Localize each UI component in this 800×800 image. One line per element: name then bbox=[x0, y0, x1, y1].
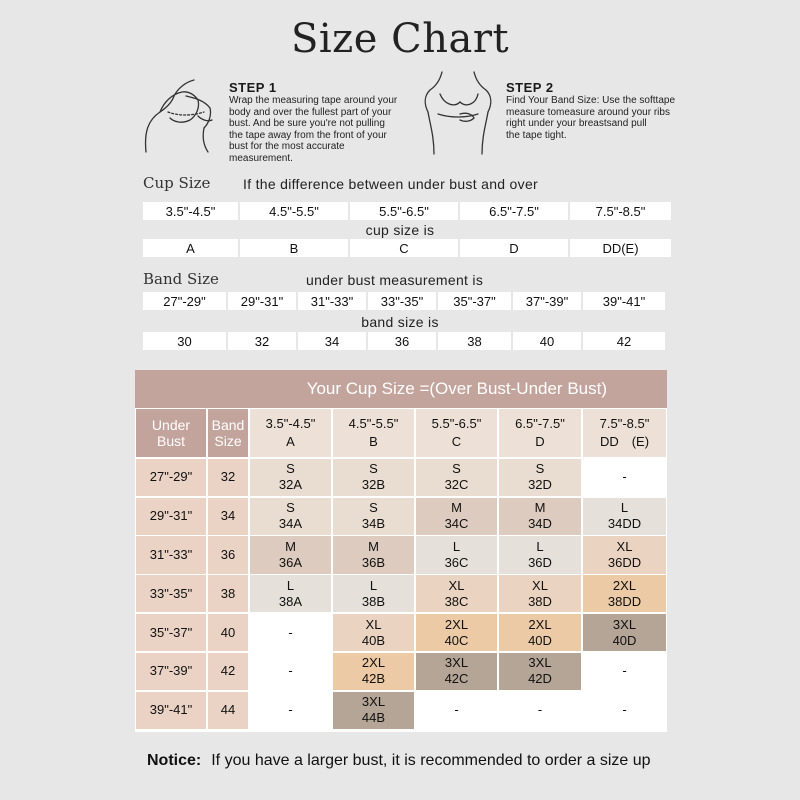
cup-range-label: 5.5"-6.5" bbox=[431, 416, 482, 431]
band-size-cell bbox=[208, 575, 249, 612]
bra-size: 36C bbox=[444, 554, 469, 570]
size-cell bbox=[499, 575, 582, 612]
bra-size: 34B bbox=[361, 516, 386, 532]
band-number-cell: 34 bbox=[298, 332, 366, 350]
cup-letter-row bbox=[143, 239, 671, 257]
cup-column-header bbox=[416, 409, 498, 458]
band-range-cell: 27"-29" bbox=[143, 292, 226, 310]
measure-band-illustration bbox=[420, 70, 496, 156]
size-cell bbox=[416, 692, 498, 729]
cup-letter-label: B bbox=[369, 434, 378, 449]
size-letter: S bbox=[369, 500, 378, 516]
cup-range-label: 4.5"-5.5" bbox=[348, 416, 399, 431]
band-size-cell bbox=[208, 459, 249, 496]
under-bust-cell bbox=[136, 575, 207, 612]
bra-size: 40B bbox=[361, 632, 386, 648]
under-bust-header bbox=[136, 409, 207, 458]
under-bust-value: 31"-33" bbox=[149, 546, 193, 562]
band-range-cell: 29"-31" bbox=[228, 292, 296, 310]
size-cell bbox=[499, 536, 582, 573]
cup-letter-label: C bbox=[451, 434, 462, 449]
size-cell bbox=[250, 498, 332, 535]
notice-text: If you have a larger bust, it is recommended to order a size up bbox=[211, 752, 651, 769]
under-bust-cell bbox=[136, 653, 207, 690]
size-letter: S bbox=[286, 461, 295, 477]
size-letter: - bbox=[622, 702, 627, 718]
bra-size: 38A bbox=[278, 593, 303, 609]
bra-size: 34DD bbox=[607, 516, 642, 532]
under-bust-value: 35"-37" bbox=[149, 624, 193, 640]
size-letter: M bbox=[368, 538, 379, 554]
size-cell bbox=[583, 498, 667, 535]
size-cell bbox=[583, 692, 667, 729]
size-letter: - bbox=[288, 663, 293, 679]
size-cell bbox=[499, 614, 582, 651]
size-cell bbox=[250, 653, 332, 690]
bra-size: 32D bbox=[528, 477, 552, 493]
bra-size: 40C bbox=[444, 632, 469, 648]
band-size-header bbox=[208, 409, 249, 458]
under-bust-value: 33"-35" bbox=[149, 585, 193, 601]
bra-size: 32B bbox=[361, 477, 386, 493]
band-size-value: 36 bbox=[220, 546, 236, 562]
size-cell bbox=[416, 498, 498, 535]
cup-range-label: 6.5"-7.5" bbox=[515, 416, 565, 431]
band-number-cell: 30 bbox=[143, 332, 226, 350]
size-letter: M bbox=[285, 538, 296, 554]
band-range-row bbox=[143, 292, 665, 310]
size-letter: 2XL bbox=[528, 616, 552, 632]
band-number-cell: 40 bbox=[513, 332, 581, 350]
size-letter: XL bbox=[616, 538, 633, 554]
size-letter: 2XL bbox=[361, 655, 386, 671]
notice bbox=[147, 752, 651, 770]
band-range-cell: 35"-37" bbox=[438, 292, 511, 310]
cup-letter-cell: C bbox=[350, 239, 458, 257]
size-cell bbox=[333, 653, 415, 690]
size-cell bbox=[333, 575, 415, 612]
size-letter: M bbox=[451, 500, 462, 516]
cup-letter-cell: B bbox=[240, 239, 348, 257]
size-letter: S bbox=[452, 461, 461, 477]
band-size-label: Band Size bbox=[143, 270, 219, 288]
cup-range-cell: 3.5"-4.5" bbox=[143, 202, 238, 220]
bra-size: 42D bbox=[528, 671, 552, 687]
cup-letter-cell: A bbox=[143, 239, 238, 257]
cup-range-label: 7.5"-8.5" bbox=[599, 416, 650, 431]
size-cell bbox=[416, 536, 498, 573]
under-bust-cell bbox=[136, 498, 207, 535]
page-title: Size Chart bbox=[290, 16, 510, 62]
size-cell bbox=[583, 575, 667, 612]
band-number-row bbox=[143, 332, 665, 350]
bra-size: 36B bbox=[361, 554, 386, 570]
band-number-cell: 36 bbox=[368, 332, 436, 350]
band-size-cell bbox=[208, 498, 249, 535]
size-letter: 3XL bbox=[444, 655, 469, 671]
band-size-header-label: Band Size bbox=[211, 417, 245, 449]
under-bust-value: 39"-41" bbox=[149, 702, 193, 718]
cup-range-cell: 7.5"-8.5" bbox=[570, 202, 671, 220]
size-letter: L bbox=[620, 500, 629, 516]
cup-range-cell: 5.5"-6.5" bbox=[350, 202, 458, 220]
bra-size: 44B bbox=[361, 710, 386, 726]
bra-size: 38B bbox=[361, 593, 386, 609]
size-cell bbox=[250, 536, 332, 573]
band-number-cell: 42 bbox=[583, 332, 665, 350]
cup-letter-label: A bbox=[286, 434, 295, 449]
bra-size: 40D bbox=[528, 632, 552, 648]
bra-size: 42C bbox=[444, 671, 469, 687]
band-size-caption: under bust measurement is bbox=[306, 272, 484, 288]
band-size-value: 40 bbox=[220, 624, 236, 640]
size-letter: 3XL bbox=[612, 616, 637, 632]
size-cell bbox=[499, 692, 582, 729]
under-bust-cell bbox=[136, 614, 207, 651]
band-size-value: 38 bbox=[220, 585, 236, 601]
bra-size: 36DD bbox=[607, 554, 642, 570]
size-letter: - bbox=[622, 663, 627, 679]
measure-bust-illustration bbox=[138, 72, 220, 154]
under-bust-cell bbox=[136, 536, 207, 573]
cup-range-cell: 4.5"-5.5" bbox=[240, 202, 348, 220]
under-bust-header-label: Under Bust bbox=[151, 417, 191, 449]
size-letter: - bbox=[288, 702, 293, 718]
band-size-cell bbox=[208, 614, 249, 651]
cup-range-cell: 6.5"-7.5" bbox=[460, 202, 568, 220]
size-cell bbox=[583, 459, 667, 496]
bra-size: 34D bbox=[528, 516, 552, 532]
step2-heading: STEP 2 bbox=[506, 80, 554, 95]
size-cell bbox=[583, 536, 667, 573]
size-cell bbox=[499, 459, 582, 496]
size-cell bbox=[416, 459, 498, 496]
band-size-cell bbox=[208, 653, 249, 690]
bra-size: 38C bbox=[444, 593, 469, 609]
size-letter: - bbox=[537, 702, 543, 718]
size-cell bbox=[333, 614, 415, 651]
band-size-value: 44 bbox=[220, 702, 236, 718]
size-cell bbox=[333, 498, 415, 535]
notice-label: Notice: bbox=[147, 752, 202, 769]
size-cell bbox=[250, 692, 332, 729]
size-cell bbox=[250, 575, 332, 612]
size-letter: L bbox=[369, 577, 378, 593]
cup-letter-label: D bbox=[535, 434, 545, 449]
size-cell bbox=[416, 614, 498, 651]
step1-text: Wrap the measuring tape around your body and over the fullest part of your bust. And be sure you're not pulling the tape away from the front of your bust for the most accurate measurement. bbox=[229, 95, 398, 164]
size-letter: S bbox=[535, 461, 545, 477]
band-size-value: 34 bbox=[220, 508, 236, 524]
size-letter: 2XL bbox=[444, 616, 469, 632]
band-range-cell: 39"-41" bbox=[583, 292, 665, 310]
size-cell bbox=[499, 498, 582, 535]
band-number-cell: 32 bbox=[228, 332, 296, 350]
bra-size: 34A bbox=[278, 516, 303, 532]
size-letter: S bbox=[286, 500, 295, 516]
cup-size-caption2: cup size is bbox=[365, 222, 435, 238]
step1-heading: STEP 1 bbox=[229, 80, 277, 95]
size-letter: S bbox=[369, 461, 378, 477]
table-header bbox=[135, 370, 667, 408]
size-cell bbox=[333, 692, 415, 729]
bra-size: 34C bbox=[444, 516, 469, 532]
bra-size: 32C bbox=[444, 477, 469, 493]
cup-column-header bbox=[583, 409, 667, 458]
size-cell bbox=[583, 614, 667, 651]
size-letter: M bbox=[534, 500, 546, 516]
band-range-cell: 37"-39" bbox=[513, 292, 581, 310]
size-letter: XL bbox=[448, 577, 465, 593]
size-cell bbox=[250, 614, 332, 651]
size-letter: XL bbox=[365, 616, 382, 632]
size-cell bbox=[333, 536, 415, 573]
cup-letter-label: DD (E) bbox=[599, 434, 650, 449]
step2-text: Find Your Band Size: Use the softtape measure tomeasure around your ribs right under your breastsand pull the tape tight. bbox=[506, 95, 675, 141]
cup-column-header bbox=[333, 409, 415, 458]
band-range-cell: 33"-35" bbox=[368, 292, 436, 310]
size-letter: L bbox=[286, 577, 295, 593]
band-size-cell bbox=[208, 692, 249, 729]
size-cell bbox=[416, 653, 498, 690]
bra-size: 38DD bbox=[607, 593, 642, 609]
size-cell bbox=[416, 575, 498, 612]
band-number-cell: 38 bbox=[438, 332, 511, 350]
under-bust-cell bbox=[136, 459, 207, 496]
size-letter: - bbox=[622, 469, 627, 485]
size-letter: - bbox=[454, 702, 459, 718]
size-letter: L bbox=[536, 538, 544, 554]
under-bust-value: 29"-31" bbox=[149, 508, 193, 524]
bra-size: 40D bbox=[612, 632, 637, 648]
bra-size: 42B bbox=[361, 671, 386, 687]
cup-column-header bbox=[250, 409, 332, 458]
under-bust-cell bbox=[136, 692, 207, 729]
bra-size: 36A bbox=[278, 554, 303, 570]
cup-range-row bbox=[143, 202, 671, 220]
size-letter: 3XL bbox=[528, 655, 552, 671]
cup-letter-cell: D bbox=[460, 239, 568, 257]
size-table bbox=[135, 370, 667, 732]
table-header-title: Your Cup Size =(Over Bust-Under Bust) bbox=[306, 379, 607, 398]
band-range-cell: 31"-33" bbox=[298, 292, 366, 310]
bra-size: 38D bbox=[528, 593, 552, 609]
size-cell bbox=[583, 653, 667, 690]
bra-size: 32A bbox=[278, 477, 303, 493]
bra-size: 36D bbox=[528, 554, 552, 570]
cup-size-label: Cup Size bbox=[143, 174, 211, 192]
size-cell bbox=[250, 459, 332, 496]
band-size-value: 32 bbox=[220, 469, 236, 485]
size-cell bbox=[499, 653, 582, 690]
under-bust-value: 37"-39" bbox=[149, 663, 193, 679]
band-size-cell bbox=[208, 536, 249, 573]
cup-column-header bbox=[499, 409, 582, 458]
cup-size-caption: If the difference between under bust and over bbox=[243, 176, 538, 192]
size-cell bbox=[333, 459, 415, 496]
cup-letter-cell: DD(E) bbox=[570, 239, 671, 257]
size-letter: XL bbox=[532, 577, 548, 593]
size-letter: 2XL bbox=[612, 577, 637, 593]
size-letter: L bbox=[452, 538, 461, 554]
size-letter: - bbox=[288, 624, 293, 640]
cup-range-label: 3.5"-4.5" bbox=[265, 416, 316, 431]
size-letter: 3XL bbox=[361, 694, 386, 710]
band-size-caption2: band size is bbox=[361, 314, 439, 330]
under-bust-value: 27"-29" bbox=[149, 469, 193, 485]
band-size-value: 42 bbox=[220, 663, 236, 679]
